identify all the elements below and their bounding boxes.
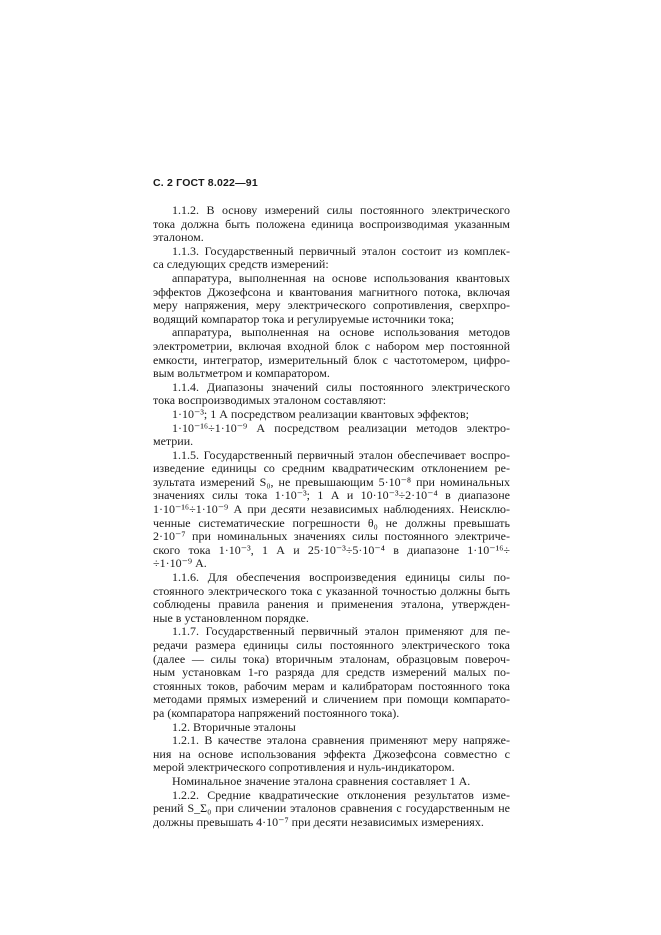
text-line: ные в установленном порядке. (153, 611, 309, 625)
text-line: ченные систематические погрешности θ₀ не должны превышать (153, 516, 510, 530)
text-line: са следующих средств измерений: (153, 258, 329, 272)
text-line: 1.2.1. В качестве эталона сравнения применяют меру напряже- (172, 734, 510, 748)
text-line: электрометрии, включая входной блок с набором мер постоянной (153, 339, 510, 353)
text-line: методами прямых измерений и сличением при помощи компарато- (153, 693, 510, 707)
text-line: эффектов Джозефсона и квантования магнитного потока, включая (153, 285, 510, 299)
text-line: 1.1.2. В основу измерений силы постоянного электрического (172, 204, 510, 217)
text-line: метрии. (153, 435, 194, 449)
text-line: тока воспроизводимых эталоном составляют: (153, 394, 387, 408)
document-body (153, 204, 510, 829)
text-line: 1.1.5. Государственный первичный эталон обеспечивает воспро- (172, 448, 510, 462)
text-line: мерой электрического сопротивления и нуль-индикатором. (153, 761, 455, 775)
text-line: эталоном. (153, 231, 204, 245)
text-line: 1·10⁻³; 1 А посредством реализации квантовых эффектов; (172, 407, 469, 421)
text-line: 1.1.7. Государственный первичный эталон применяют для пе- (172, 625, 510, 639)
text-line: 1·10⁻¹⁶÷1·10⁻⁹ А посредством реализации методов электро- (172, 421, 510, 435)
text-line: должны превышать 4·10⁻⁷ при десяти независимых измерениях. (153, 815, 484, 829)
text-line: емкости, интегратор, измерительный блок с частотомером, цифро- (153, 353, 510, 367)
text-line: 1·10⁻¹⁶÷1·10⁻⁹ А при десяти независимых наблюдениях. Неисклю- (153, 503, 510, 517)
text-line: 1.1.3. Государственный первичный эталон состоит из комплек- (172, 244, 510, 258)
text-line: аппаратура, выполненная на основе использования квантовых (172, 271, 510, 285)
text-line: редачи размера единицы силы постоянного электрического тока (153, 639, 510, 652)
text-line: ÷1·10⁻⁹ А. (153, 557, 207, 571)
text-line: 2·10⁻⁷ при номинальных значениях силы постоянного электриче- (153, 530, 510, 544)
text-line: ра (компаратора напряжений постоянного тока). (153, 706, 400, 720)
text-line: вым вольтметром и компаратором. (153, 367, 330, 381)
text-line: значениях силы тока 1·10⁻³; 1 А и 10·10⁻³÷2·10⁻⁴ в диапазоне (153, 489, 510, 503)
text-line: тока должна быть положена единица воспроизводимая указанным (153, 217, 510, 231)
text-line: ского тока 1·10⁻³, 1 А и 25·10⁻³÷5·10⁻⁴ в диапазоне 1·10⁻¹⁶÷ (153, 543, 510, 557)
page-header: С. 2 ГОСТ 8.022—91 (153, 177, 258, 189)
text-line: соблюдены правила ранения и применения эталона, утвержден- (153, 598, 510, 612)
text-line: 1.1.6. Для обеспечения воспроизведения единицы силы по- (172, 571, 510, 585)
text-line: 1.1.4. Диапазоны значений силы постоянного электрического (172, 380, 510, 394)
text-line: стоянного электрического тока с указанной точностью должны быть (153, 584, 510, 598)
text-line: стоянных токов, рабочим мерам и калибраторам постоянного тока (153, 679, 510, 693)
text-line: ным установкам 1-го разряда для средств измерений малых по- (153, 666, 510, 680)
text-line: аппаратура, выполненная на основе использования методов (172, 326, 510, 340)
text-line: меру напряжения, меру электрического сопротивления, сверхпро- (153, 299, 510, 313)
text-line: (далее — силы тока) вторичным эталонам, образцовым повероч- (153, 652, 510, 666)
text-line: Номинальное значение эталона сравнения составляет 1 А. (172, 774, 471, 788)
text-line: 1.2. Вторичные эталоны (172, 720, 296, 734)
text-line: водящий компаратор тока и регулируемые источники тока; (153, 312, 455, 326)
text-line: зультата измерений S₀, не превышающим 5·10⁻⁸ при номинальных (153, 475, 510, 489)
text-line: изведение единицы со средним квадратическим отклонением ре- (153, 462, 510, 476)
text-line: 1.2.2. Средние квадратические отклонения результатов изме- (172, 788, 510, 802)
text-line: рений S_Σ₀ при сличении эталонов сравнения с государственным не (153, 802, 510, 816)
text-line: ния на основе использования эффекта Джозефсона совместно с (153, 747, 510, 761)
